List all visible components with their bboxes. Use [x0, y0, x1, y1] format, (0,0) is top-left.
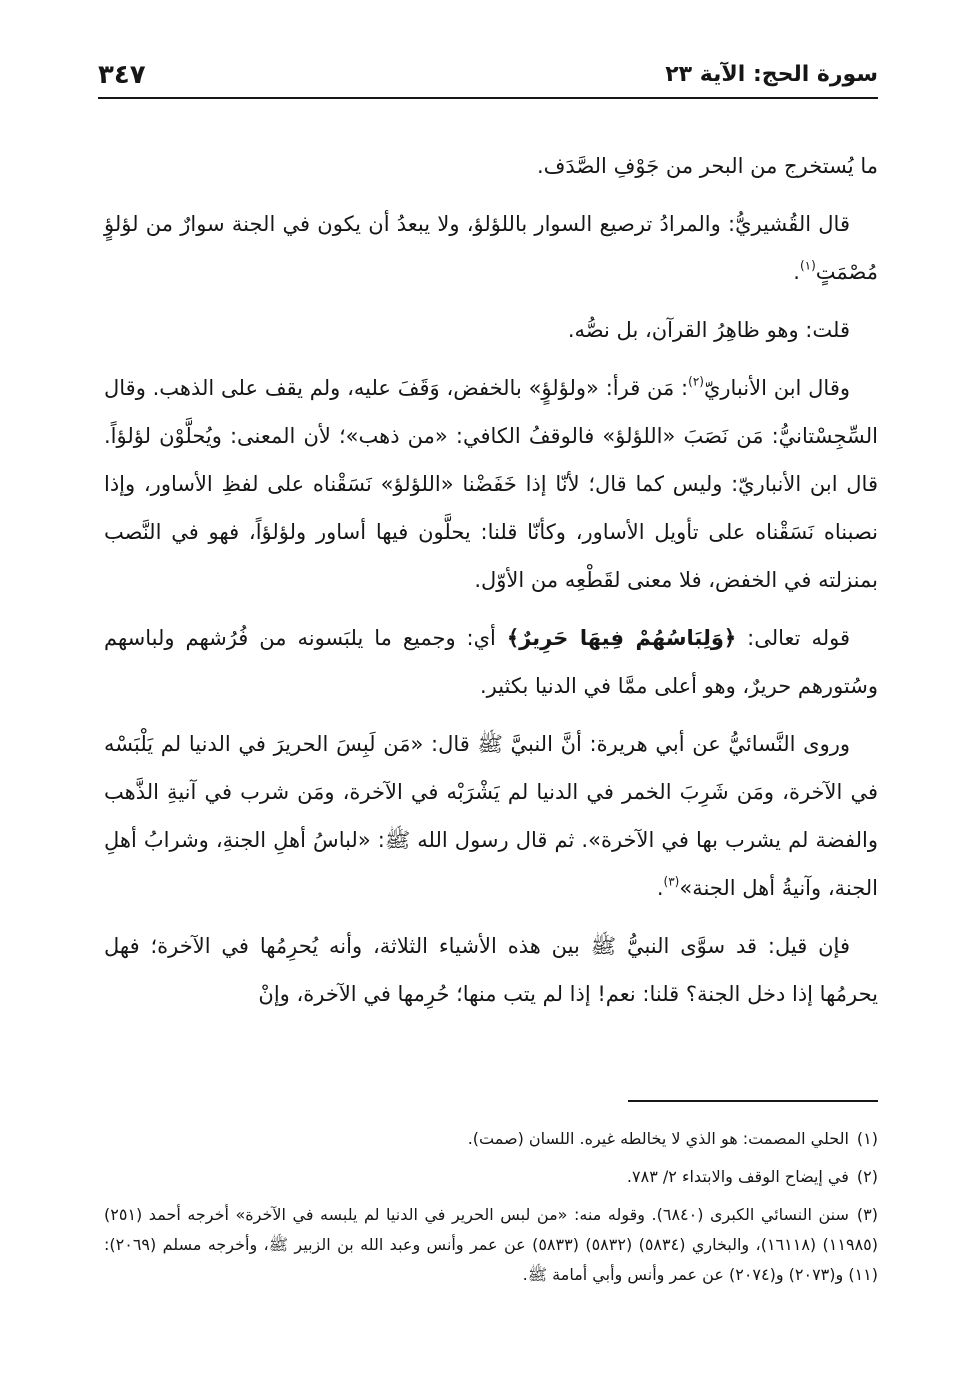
header-rule — [98, 97, 878, 99]
footnote-number: (٣) — [856, 1205, 878, 1224]
footnote-ref-1[interactable]: (١) — [799, 258, 816, 273]
footnote-number: (٢) — [856, 1167, 878, 1186]
paragraph-3-text: قلت: وهو ظاهِرُ القرآن، بل نصُّه. — [567, 318, 850, 342]
page-number: ٣٤٧ — [98, 60, 146, 90]
running-title: سورة الحج: الآية ٢٣ — [665, 62, 878, 87]
paragraph-7 — [104, 922, 878, 1018]
quran-verse: ﴿وَلِبَاسُهُمْ فِيهَا حَرِيرٌ﴾ — [506, 626, 737, 650]
paragraph-1 — [104, 142, 878, 190]
footnote-ref-3[interactable]: (٣) — [663, 874, 680, 889]
paragraph-2-end: . — [793, 260, 800, 284]
paragraph-6-text: وروى النَّسائيُّ عن أبي هريرة: أنَّ النبيَّ ﷺ قال: «مَن لَبِسَ الحريرَ في الدنيا لم يَلْبَسْه في الآخرة، ومَن شَرِبَ الخمر في الدنيا لم يَشْرَبْه في الآخرة، ومَن شرب في آنيةِ الذَّهب والفضة لم يشرب بها في الآخرة». ثم قال رسول الله ﷺ: «لباسُ أهلِ الجنةِ، وشرابُ أهلِ الجنة، وآنيةُ أهل الجنة» — [104, 732, 878, 900]
paragraph-1-text: ما يُستخرج من البحر من جَوْفِ الصَّدَف. — [536, 154, 878, 178]
paragraph-2 — [104, 200, 878, 296]
footnote-text: الحلي المصمت: هو الذي لا يخالطه غيره. اللسان (صمت). — [467, 1129, 849, 1148]
paragraph-4-text-a: وقال ابن الأنباريّ — [703, 376, 850, 400]
footnote-text: في إيضاح الوقف والابتداء ٢/ ٧٨٣. — [626, 1167, 849, 1186]
footnote-2 — [104, 1162, 878, 1192]
footnote-separator — [628, 1100, 878, 1102]
paragraph-6 — [104, 720, 878, 912]
paragraph-5 — [104, 614, 878, 710]
footnotes — [104, 1124, 878, 1298]
paragraph-2-text: قال القُشيريُّ: والمرادُ ترصيع السوار باللؤلؤ، ولا يبعدُ أن يكون في الجنة سوارٌ من لؤلؤٍ مُصْمَتٍ — [104, 212, 878, 284]
main-text — [104, 142, 878, 1028]
paragraph-4-text-b: : مَن قرأ: «ولؤلؤٍ» بالخفض، وَقَفَ عليه، ولم يقف على الذهب. وقال السِّجِسْتانيُّ: مَن نَصَبَ «اللؤلؤ» فالوقفُ الكافي: «من ذهب»؛ لأن المعنى: ويُحلَّوْن لؤلؤاً. قال ابن الأنباريّ: وليس كما قال؛ لأنّا إذا خَفَضْنا «اللؤلؤ» نَسَقْناه على لفظِ الأساور، وإذا نصبناه نَسَقْناه على تأويل الأساور، وكأنّا قلنا: يحلَّون فيها أساور ولؤلؤاً، فهو في النَّصب بمنزلته في الخفض، فلا معنى لقَطْعِه من الأوّل. — [104, 376, 878, 592]
footnote-3 — [104, 1200, 878, 1290]
paragraph-3 — [104, 306, 878, 354]
paragraph-7-text: فإن قيل: قد سوَّى النبيُّ ﷺ بين هذه الأشياء الثلاثة، وأنه يُحرِمُها في الآخرة؛ فهل يحرمُها إذا دخل الجنة؟ قلنا: نعم! إذا لم يتب منها؛ حُرِمها في الآخرة، وإنْ — [104, 934, 878, 1006]
footnote-1 — [104, 1124, 878, 1154]
paragraph-6-end: . — [656, 876, 664, 900]
footnote-number: (١) — [856, 1129, 878, 1148]
page-header — [98, 58, 878, 96]
paragraph-5-text-a: قوله تعالى: — [747, 626, 851, 650]
footnote-text: سنن النسائي الكبرى (٦٨٤٠). وقوله منه: «من لبس الحرير في الدنيا لم يلبسه في الآخرة» أخرجه أحمد (٢٥١) (١١٩٨٥) (١٦١١٨)، والبخاري (٥٨٣٤) (٥٨٣٢) (٥٨٣٣) عن عمر وأنس وعبد الله بن الزبير ﷺ، وأخرجه مسلم (٢٠٦٩): (١١) و(٢٠٧٣) و(٢٠٧٤) عن عمر وأنس وأبي أمامة ﷺ. — [104, 1205, 878, 1284]
paragraph-5-text-b: أي: وجميع ما يلبَسونه من فُرُشهم ولباسهم وسُتورهم حريرٌ، وهو أعلى ممَّا في الدنيا بكثير. — [104, 626, 878, 698]
footnote-ref-2[interactable]: (٢) — [688, 374, 704, 389]
paragraph-4 — [104, 364, 878, 604]
